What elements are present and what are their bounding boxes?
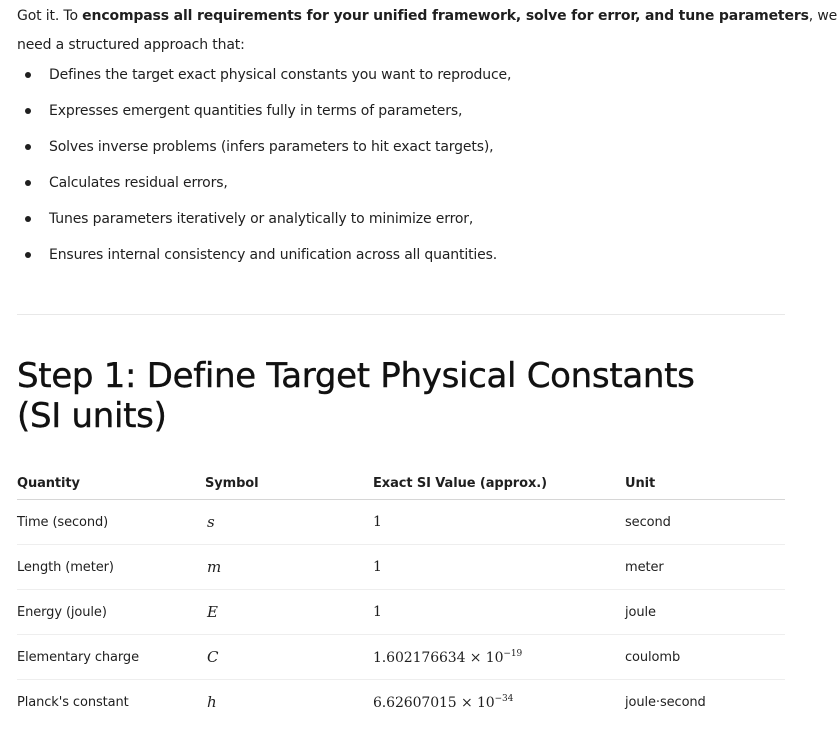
list-item-text: Expresses emergent quantities fully in terms of parameters, [49,103,463,119]
table-header-row [17,467,785,500]
list-item-text: Calculates residual errors, [49,175,228,191]
bullet-icon [25,216,31,222]
cell-quantity: Elementary charge [17,635,205,680]
requirements-list [17,65,785,281]
symbol-text: E [207,603,218,621]
symbol-text: s [207,513,215,531]
list-item [17,101,785,137]
intro-text-line2: need a structured approach that: [17,37,245,53]
header-quantity: Quantity [17,467,205,500]
cell-value [373,545,625,590]
constants-table [17,467,785,724]
value-text [373,695,513,711]
value-mantissa: 1 [373,514,382,530]
bullet-icon [25,180,31,186]
value-text [373,559,382,575]
value-exponent: −19 [503,648,523,659]
value-exponent: −34 [494,693,514,704]
value-times: × [456,694,477,711]
header-value: Exact SI Value (approx.) [373,467,625,500]
table-row [17,680,785,725]
cell-quantity: Energy (joule) [17,590,205,635]
list-item [17,209,785,245]
header-symbol: Symbol [205,467,373,500]
list-item-text: Solves inverse problems (infers parameters to hit exact targets), [49,139,494,155]
intro-text-part2: , we [808,8,837,24]
cell-value [373,635,625,680]
list-item [17,245,785,281]
list-item [17,65,785,101]
table-row [17,590,785,635]
cell-symbol [205,500,373,545]
message-content [17,0,837,711]
header-unit: Unit [625,467,785,500]
list-item-text: Tunes parameters iteratively or analytically to minimize error, [49,211,474,227]
cell-quantity: Planck's constant [17,694,129,710]
cell-quantity: Length (meter) [17,545,205,590]
list-item [17,137,785,173]
cell-unit: second [625,500,785,545]
intro-paragraph [17,2,837,60]
cell-unit: joule·second [625,694,706,710]
value-text [373,604,382,620]
value-text [373,650,522,666]
list-item-text: Ensures internal consistency and unification across all quantities. [49,247,498,263]
value-mantissa: 6.62607015 [373,694,457,711]
cell-unit: coulomb [625,635,785,680]
cell-value [373,680,625,725]
table-row [17,500,785,545]
list-item-text: Defines the target exact physical constants you want to reproduce, [49,67,512,83]
value-text [373,514,382,530]
bullet-icon [25,252,31,258]
bullet-icon [25,72,31,78]
bullet-icon [25,108,31,114]
intro-bold-text: encompass all requirements for your unified framework, solve for error, and tune parameters [82,8,809,24]
symbol-text: C [207,648,219,666]
section-heading: Step 1: Define Target Physical Constants (SI units) [17,356,695,436]
list-item [17,173,785,209]
table-row [17,545,785,590]
value-mantissa: 1 [373,604,382,620]
value-mantissa: 1 [373,559,382,575]
value-mantissa: 1.602176634 [373,649,466,666]
cell-symbol [205,590,373,635]
table-row [17,635,785,680]
bullet-icon [25,144,31,150]
cell-value [373,590,625,635]
symbol-text: h [207,693,217,711]
cell-symbol [205,635,373,680]
symbol-text: m [207,558,222,576]
cell-quantity: Time (second) [17,500,205,545]
value-base: 10 [485,649,504,666]
value-base: 10 [476,694,495,711]
cell-unit: meter [625,545,785,590]
value-times: × [465,649,486,666]
cell-symbol [205,680,373,725]
cell-unit: joule [625,590,785,635]
cell-value [373,500,625,545]
section-divider [17,314,785,315]
cell-symbol [205,545,373,590]
intro-text-part1: Got it. To [17,8,83,24]
